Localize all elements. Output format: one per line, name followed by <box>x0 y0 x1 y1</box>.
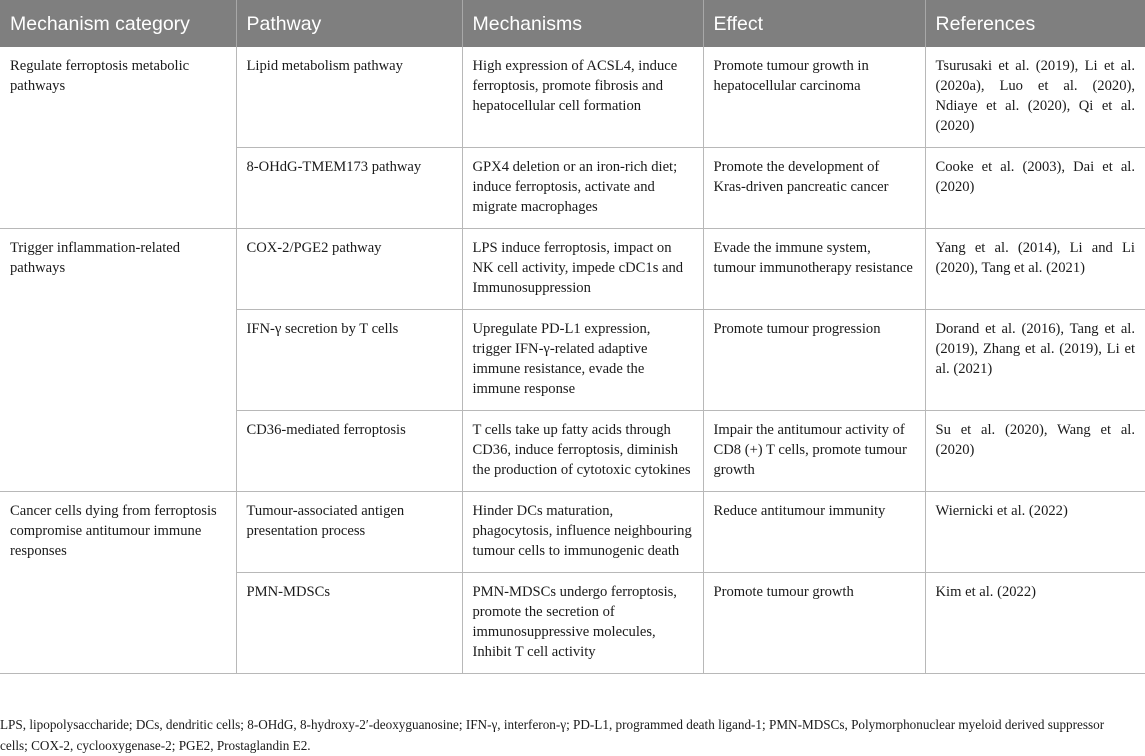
references-cell: Kim et al. (2022) <box>925 573 1145 674</box>
effect-cell: Promote tumour growth <box>703 573 925 674</box>
references-cell: Tsurusaki et al. (2019), Li et al. (2020a), Luo et al. (2020), Ndiaye et al. (2020), Qi et al. (2020) <box>925 47 1145 148</box>
pathway-cell: PMN-MDSCs <box>236 573 462 674</box>
effect-cell: Promote the development of Kras-driven pancreatic cancer <box>703 148 925 229</box>
effect-cell: Reduce antitumour immunity <box>703 492 925 573</box>
references-cell: Dorand et al. (2016), Tang et al. (2019), Zhang et al. (2019), Li et al. (2021) <box>925 310 1145 411</box>
references-cell: Cooke et al. (2003), Dai et al. (2020) <box>925 148 1145 229</box>
references-cell: Su et al. (2020), Wang et al. (2020) <box>925 411 1145 492</box>
pathway-cell: IFN-γ secretion by T cells <box>236 310 462 411</box>
mechanisms-cell: High expression of ACSL4, induce ferroptosis, promote fibrosis and hepatocellular cell formation <box>462 47 703 148</box>
header-references: References <box>925 0 1145 47</box>
effect-cell: Evade the immune system, tumour immunotherapy resistance <box>703 229 925 310</box>
header-mechanisms: Mechanisms <box>462 0 703 47</box>
header-pathway: Pathway <box>236 0 462 47</box>
table-row <box>0 492 1145 573</box>
effect-cell: Promote tumour growth in hepatocellular carcinoma <box>703 47 925 148</box>
mechanisms-cell: PMN-MDSCs undergo ferroptosis, promote the secretion of immunosuppressive molecules, Inhibit T cell activity <box>462 573 703 674</box>
references-cell: Wiernicki et al. (2022) <box>925 492 1145 573</box>
pathway-cell: 8-OHdG-TMEM173 pathway <box>236 148 462 229</box>
pathway-cell: Lipid metabolism pathway <box>236 47 462 148</box>
table-row <box>0 229 1145 310</box>
mechanisms-cell: LPS induce ferroptosis, impact on NK cell activity, impede cDC1s and Immunosuppression <box>462 229 703 310</box>
table-footnote: LPS, lipopolysaccharide; DCs, dendritic cells; 8-OHdG, 8-hydroxy-2′-deoxyguanosine; IFN-γ, interferon-γ; PD-L1, programmed death ligand-1; PMN-MDSCs, Polymorphonuclear myeloid derived suppressor cells; COX-2, cyclooxygenase-2; PGE2, Prostaglandin E2. <box>0 717 1105 753</box>
header-effect: Effect <box>703 0 925 47</box>
table-header <box>0 0 1145 47</box>
pathway-cell: Tumour-associated antigen presentation process <box>236 492 462 573</box>
references-cell: Yang et al. (2014), Li and Li (2020), Tang et al. (2021) <box>925 229 1145 310</box>
mechanisms-cell: GPX4 deletion or an iron-rich diet; induce ferroptosis, activate and migrate macrophages <box>462 148 703 229</box>
table-row <box>0 47 1145 148</box>
pathway-cell: CD36-mediated ferroptosis <box>236 411 462 492</box>
header-row <box>0 0 1145 47</box>
category-cell: Trigger inflammation-related pathways <box>0 229 236 492</box>
mechanisms-cell: T cells take up fatty acids through CD36, induce ferroptosis, diminish the production of cytotoxic cytokines <box>462 411 703 492</box>
mechanisms-cell: Upregulate PD-L1 expression, trigger IFN-γ-related adaptive immune resistance, evade the immune response <box>462 310 703 411</box>
pathway-cell: COX-2/PGE2 pathway <box>236 229 462 310</box>
header-mechanism-category: Mechanism category <box>0 0 236 47</box>
mechanisms-cell: Hinder DCs maturation, phagocytosis, influence neighbouring tumour cells to immunogenic death <box>462 492 703 573</box>
effect-cell: Promote tumour progression <box>703 310 925 411</box>
table-body <box>0 47 1145 674</box>
category-cell: Cancer cells dying from ferroptosis compromise antitumour immune responses <box>0 492 236 674</box>
effect-cell: Impair the antitumour activity of CD8 (+) T cells, promote tumour growth <box>703 411 925 492</box>
category-cell: Regulate ferroptosis metabolic pathways <box>0 47 236 229</box>
